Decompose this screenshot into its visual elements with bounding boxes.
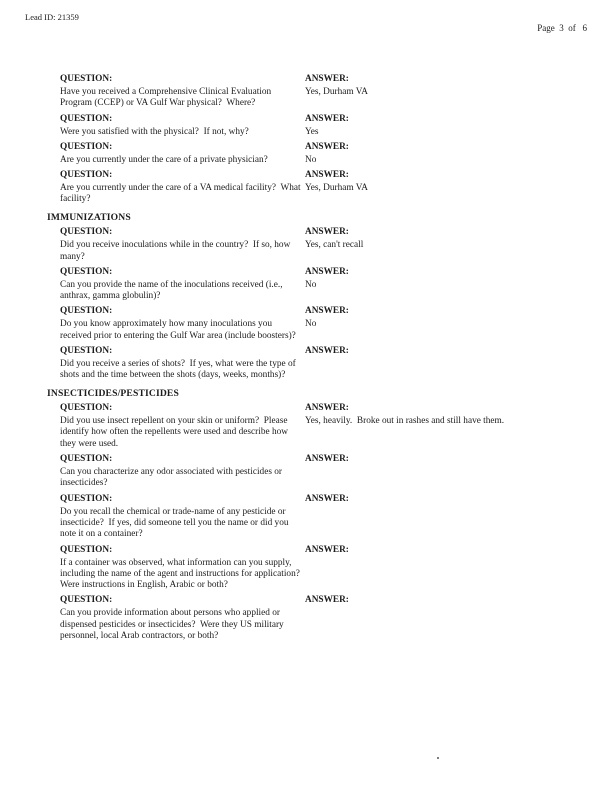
- answer-text: Yes, Durham VA: [305, 183, 369, 194]
- answer-label: ANSWER:: [305, 403, 349, 414]
- qa-block: [47, 454, 561, 490]
- question-label: QUESTION:: [60, 306, 113, 317]
- question-text: Can you characterize any odor associated with pesticides or insecticides?: [60, 467, 285, 489]
- section-title: IMMUNIZATIONS: [47, 211, 131, 223]
- answer-label: ANSWER:: [305, 346, 349, 357]
- question-label: QUESTION:: [60, 346, 113, 357]
- answer-label: ANSWER:: [305, 595, 349, 606]
- qa-block: [47, 403, 561, 450]
- answer-label: ANSWER:: [305, 454, 349, 465]
- answer-text: Yes, Durham VA: [305, 87, 369, 97]
- qa-block: [47, 595, 561, 642]
- qa-block: [47, 545, 561, 592]
- question-label: QUESTION:: [60, 141, 113, 152]
- question-label: QUESTION:: [60, 266, 113, 277]
- question-label: QUESTION:: [60, 74, 113, 84]
- answer-text: No: [305, 279, 317, 290]
- qa-block: [47, 346, 561, 382]
- question-text: Have you received a Comprehensive Clinical Evaluation Program (CCEP) or VA Gulf War physical? Where?: [60, 87, 274, 109]
- scan-artifact-speck: [437, 757, 439, 759]
- answer-label: ANSWER:: [305, 306, 349, 317]
- question-text: Did you use insect repellent on your skin or uniform? Please identify how often the repellents were used and describe how they were used.: [60, 416, 291, 449]
- question-text: Can you provide the name of the inoculations received (i.e., anthrax, gamma globulin)?: [60, 279, 285, 302]
- qa-block: [47, 494, 561, 541]
- section-title: INSECTICIDES/PESTICIDES: [47, 387, 179, 399]
- lead-id-label: Lead ID: 21359: [25, 12, 79, 22]
- question-label: QUESTION:: [60, 113, 113, 124]
- question-text: Do you recall the chemical or trade-name of any pesticide or insecticide? If yes, did someone tell you the name or did you note it on a container?: [60, 506, 291, 540]
- question-text: Did you receive inoculations while in the country? If so, how many?: [60, 240, 293, 262]
- question-text: Can you provide information about persons who applied or dispensed pesticides or insecticides? Were they US military personnel, local Arab contractors, or both?: [60, 608, 287, 642]
- question-label: QUESTION:: [60, 493, 113, 504]
- question-text: Were you satisfied with the physical? If not, why?: [60, 126, 249, 137]
- qa-block: [47, 306, 561, 342]
- page-number-label: Page 3 of 6: [537, 23, 587, 33]
- question-label: QUESTION:: [60, 403, 113, 414]
- qa-block: [47, 170, 561, 206]
- qa-block: [47, 142, 561, 166]
- qa-block: [47, 267, 561, 303]
- question-label: QUESTION:: [60, 454, 113, 465]
- answer-label: ANSWER:: [305, 113, 349, 124]
- question-text: Do you know approximately how many inoculations you received prior to entering the Gulf War area (include boosters)?: [60, 319, 296, 341]
- question-text: If a container was observed, what information can you supply, including the name of the agent and instructions for application? Were instructions in English, Arabic or both?: [60, 557, 305, 591]
- question-label: QUESTION:: [60, 227, 113, 238]
- qa-block: [47, 114, 561, 138]
- answer-text: Yes, can't recall: [305, 240, 364, 251]
- answer-label: ANSWER:: [305, 544, 349, 555]
- question-text: Did you receive a series of shots? If yes, what were the type of shots and the time between the shots (days, weeks, months)?: [60, 359, 299, 381]
- answer-label: ANSWER:: [305, 493, 349, 504]
- answer-text: No: [305, 319, 317, 330]
- answer-label: ANSWER:: [305, 266, 349, 277]
- answer-label: ANSWER:: [305, 141, 349, 152]
- answer-label: ANSWER:: [305, 227, 349, 238]
- question-label: QUESTION:: [60, 170, 113, 181]
- qa-block: [47, 227, 561, 263]
- answer-text: No: [305, 154, 317, 165]
- question-text: Are you currently under the care of a private physician?: [60, 154, 268, 165]
- question-label: QUESTION:: [60, 595, 113, 606]
- question-text: Are you currently under the care of a VA medical facility? What facility?: [60, 183, 303, 205]
- answer-label: ANSWER:: [305, 170, 349, 181]
- answer-text: Yes, heavily. Broke out in rashes and still have them.: [305, 416, 505, 427]
- answer-text: Yes: [305, 126, 319, 137]
- qa-content: [47, 70, 561, 642]
- answer-label: ANSWER:: [305, 74, 349, 84]
- qa-block: [47, 74, 561, 110]
- question-label: QUESTION:: [60, 544, 113, 555]
